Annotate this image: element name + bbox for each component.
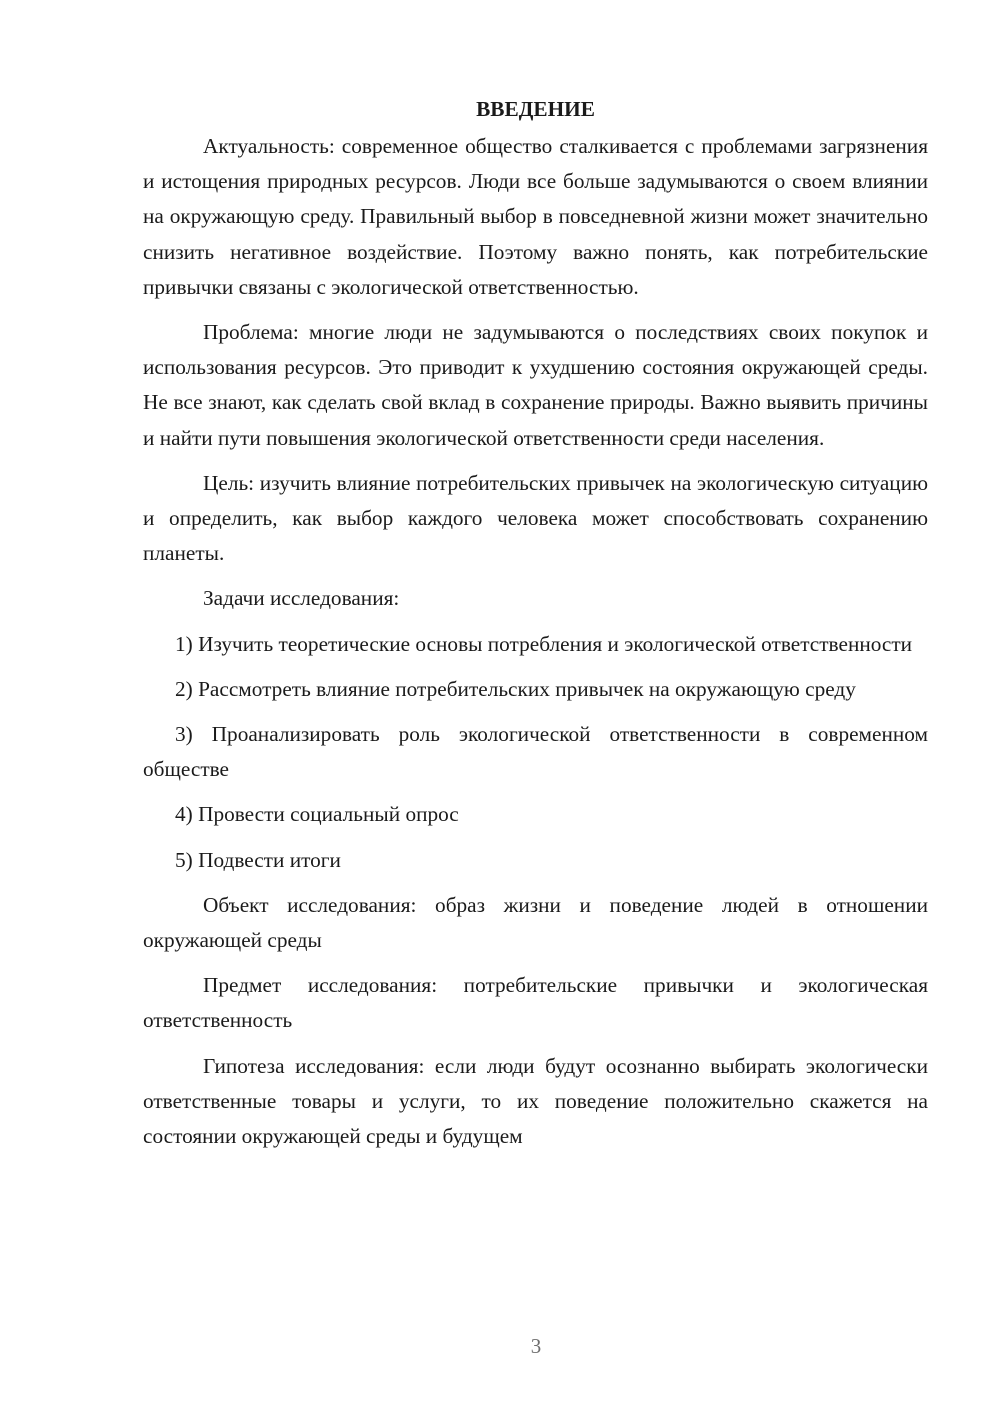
tasks-list (143, 627, 928, 878)
subject-paragraph: Предмет исследования: потребительские привычки и экологическая ответственность (143, 973, 928, 1033)
problem-paragraph: Проблема: многие люди не задумываются о последствиях своих покупок и использования ресурсов. Это приводит к ухудшению состояния окружающей среды. Не все знают, как сделать свой вклад в сохранение природы. Важно выявить причины и найти пути повышения экологической ответственности среди населения. (143, 320, 928, 450)
list-item: 3) Проанализировать роль экологической ответственности в современном обществе (143, 722, 928, 782)
relevance-paragraph: Актуальность: современное общество сталкивается с проблемами загрязнения и истощения природных ресурсов. Люди все больше задумываются о своем влиянии на окружающую среду. Правильный выбор в повседневной жизни может значительно снизить негативное воздействие. Поэтому важно понять, как потребительские привычки связаны с экологической ответственностью. (143, 134, 928, 299)
document-page (143, 92, 928, 1164)
list-item: 5) Подвести итоги (175, 847, 341, 872)
list-item: 1) Изучить теоретические основы потребления и экологической ответственности (175, 631, 913, 656)
tasks-heading: Задачи исследования: (203, 586, 400, 611)
list-item: 4) Провести социальный опрос (175, 802, 459, 827)
list-item: 2) Рассмотреть влияние потребительских привычек на окружающую среду (175, 676, 856, 701)
section-title: ВВЕДЕНИЕ (476, 97, 595, 121)
goal-paragraph: Цель: изучить влияние потребительских привычек на экологическую ситуацию и определить, как выбор каждого человека может способствовать сохранению планеты. (143, 470, 928, 566)
page-number: 3 (530, 1334, 542, 1358)
object-paragraph: Объект исследования: образ жизни и поведение людей в отношении окружающей среды (143, 892, 928, 953)
hypothesis-paragraph: Гипотеза исследования: если люди будут осознанно выбирать экологически ответственные товары и услуги, то их поведение положительно скажется на состоянии окружающей среды и будущем (143, 1053, 928, 1149)
